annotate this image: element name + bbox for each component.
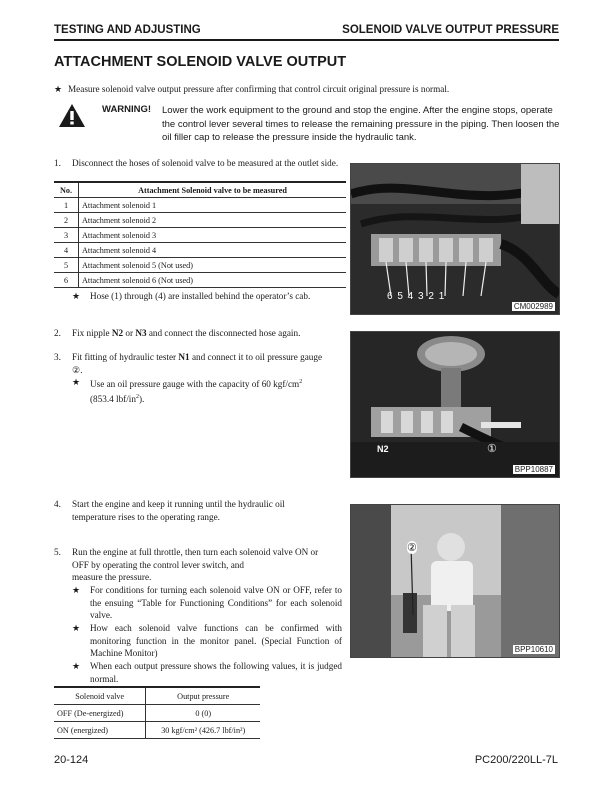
note-text: When each output pressure shows the following values, it is judged normal. (90, 661, 342, 684)
table-row (54, 722, 260, 739)
page-title: ATTACHMENT SOLENOID VALVE OUTPUT (54, 54, 347, 70)
step-number: 2. (54, 328, 61, 338)
intro-note-text: Measure solenoid valve output pressure after confirming that control circuit original pressure is normal. (68, 84, 450, 94)
cell-solenoid: Attachment solenoid 6 (Not used) (79, 273, 347, 288)
warning-text: Lower the work equipment to the ground and stop the engine. After the engine stops, operate the control lever several times to release the remaining pressure in the piping. Then loosen the oil filler cap to release the pressure inside the hydraulic tank. (162, 105, 560, 143)
cell-solenoid: Attachment solenoid 1 (79, 198, 347, 213)
step-text: Run the engine at full throttle, then turn each solenoid valve ON or (72, 547, 319, 557)
step-text: measure the pressure. (72, 572, 152, 582)
fitting-illustration (351, 332, 559, 477)
intro-note (54, 84, 449, 95)
header-rule (54, 39, 559, 41)
star-icon: ★ (72, 377, 81, 387)
step-3 (54, 351, 346, 376)
step-5-note (72, 660, 342, 685)
solenoid-valve-photo (350, 163, 560, 315)
step-4 (54, 498, 354, 523)
cell-solenoid: Attachment solenoid 2 (79, 213, 347, 228)
step-text: temperature rises to the operating range. (72, 511, 220, 522)
cell-solenoid: Attachment solenoid 5 (Not used) (79, 258, 347, 273)
table-row (54, 198, 346, 213)
cell-no: 6 (54, 273, 79, 288)
cell-pressure: 0 (0) (146, 705, 260, 722)
tester-fitting-photo (350, 331, 560, 478)
step-text: OFF by operating the control lever switch, and (72, 559, 244, 570)
step-text: Disconnect the hoses of solenoid valve to be measured at the outlet side. (72, 158, 339, 168)
step-1-note (72, 290, 344, 303)
warning-icon (58, 103, 86, 128)
cell-no: 1 (54, 198, 79, 213)
step-text: and connect the disconnected hose again. (146, 328, 301, 338)
table-header-row (54, 687, 260, 705)
step-5-note (72, 622, 342, 660)
cell-no: 5 (54, 258, 79, 273)
table-row (54, 705, 260, 722)
photo-code: CM002989 (513, 302, 553, 311)
cell-pressure: 30 kgf/cm² (426.7 lbf/in²) (146, 722, 260, 739)
step-text: and connect it to oil pressure gauge (189, 352, 323, 362)
operator-cab-photo (350, 504, 560, 658)
note-text: Hose (1) through (4) are installed behind the operator’s cab. (90, 291, 311, 301)
label-gauge-1: ① (487, 443, 497, 455)
cell-no: 3 (54, 228, 79, 243)
label-n2: N2 (377, 444, 389, 454)
note-text: ). (138, 393, 145, 404)
col-header-solenoid: Attachment Solenoid valve to be measured (79, 182, 347, 198)
superscript: 2 (299, 379, 303, 385)
step-text: or (123, 328, 136, 338)
header-topic: SOLENOID VALVE OUTPUT PRESSURE (342, 24, 559, 36)
star-icon: ★ (72, 585, 81, 595)
step-number: 4. (54, 499, 61, 509)
table-row (54, 258, 346, 273)
cell-solenoid: Attachment solenoid 4 (79, 243, 347, 258)
cab-illustration (351, 505, 559, 657)
table-header-row (54, 182, 346, 198)
col-header-no: No. (54, 182, 79, 198)
photo-code: BPP10610 (514, 645, 553, 654)
fitting-n1: N1 (178, 352, 190, 362)
step-1 (54, 157, 344, 170)
label-gauge-2: ② (407, 542, 417, 554)
table-row (54, 228, 346, 243)
superscript: 2 (135, 393, 139, 400)
step-text: Fix nipple (72, 328, 112, 338)
step-3-note (72, 376, 344, 405)
note-text: For conditions for turning each solenoid valve ON or OFF, refer to the ensuing “Table for Functioning Conditions” for each solenoid valve. (90, 585, 342, 620)
nipple-n2: N2 (111, 328, 124, 338)
note-text: (853.4 lbf/in (90, 393, 136, 404)
step-number: 3. (54, 352, 61, 362)
step-text: Start the engine and keep it running until the hydraulic oil (72, 499, 285, 509)
col-header-pressure: Output pressure (146, 687, 260, 705)
page-header (54, 24, 559, 36)
cell-solenoid: Attachment solenoid 3 (79, 228, 347, 243)
hose-numbers: 6 5 4 3 2 1 (387, 291, 446, 302)
hoses-illustration (351, 164, 559, 314)
note-text: Use an oil pressure gauge with the capacity of 60 kgf/cm (90, 379, 300, 390)
note-text: How each solenoid valve functions can be confirmed with monitoring function in the monitor panel. (Special Function of Machine Monitor) (90, 623, 342, 658)
cell-valve: OFF (De-energized) (54, 705, 146, 722)
star-icon: ★ (72, 661, 81, 671)
cell-valve: ON (energized) (54, 722, 146, 739)
step-5 (54, 546, 354, 584)
page-number: 20-124 (54, 754, 89, 766)
table-row (54, 273, 346, 288)
table-row (54, 243, 346, 258)
step-5-note (72, 584, 342, 622)
cell-no: 2 (54, 213, 79, 228)
step-text: ②. (72, 364, 83, 375)
nipple-n3: N3 (135, 328, 147, 338)
step-number: 5. (54, 547, 61, 557)
step-number: 1. (54, 158, 61, 168)
star-icon: ★ (54, 84, 63, 94)
photo-code: BPP10887 (514, 465, 553, 474)
header-section: TESTING AND ADJUSTING (54, 24, 201, 36)
star-icon: ★ (72, 291, 81, 301)
table-row (54, 213, 346, 228)
step-text: Fit fitting of hydraulic tester (72, 352, 179, 362)
step-2 (54, 327, 346, 340)
model-number: PC200/220LL-7L (474, 754, 558, 766)
output-pressure-table (54, 686, 260, 739)
warning-label: WARNING! (102, 104, 152, 115)
col-header-valve: Solenoid valve (54, 687, 146, 705)
cell-no: 4 (54, 243, 79, 258)
star-icon: ★ (72, 623, 81, 633)
solenoid-table (54, 181, 346, 288)
